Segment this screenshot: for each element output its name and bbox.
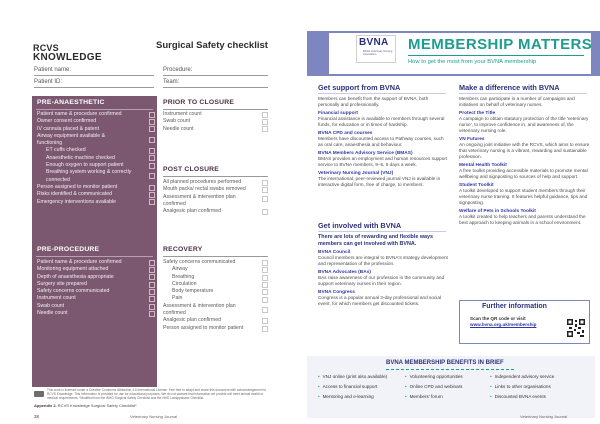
checkbox-icon[interactable] — [149, 173, 155, 179]
checkbox-icon[interactable] — [262, 289, 268, 295]
list-item: confirmed — [163, 310, 186, 317]
list-item: Needle count — [163, 125, 194, 132]
list-item: Swab count — [163, 118, 191, 125]
difference-text: A toolkit created to help teachers and parents understand the best approach to keeping animals in a school environment. — [459, 214, 586, 225]
difference-head: VN Futures — [459, 137, 485, 142]
appendix-caption — [34, 403, 137, 408]
list-item: Breathing system working & correctly — [46, 169, 132, 176]
checkbox-icon[interactable] — [262, 260, 268, 266]
list-item: Person assigned to monitor patient — [163, 324, 244, 331]
cc-license-icon — [34, 391, 44, 397]
further-info-title: Further information — [482, 303, 547, 310]
involved-head: BVNA Advocates (BAs) — [318, 270, 371, 275]
checkbox-icon[interactable] — [262, 307, 268, 313]
checkbox-icon[interactable] — [149, 163, 155, 169]
difference-text: A toolkit developed to support student members through their veterinary nurse training. It features helpful guidance, tips and signposting. — [459, 188, 588, 205]
support-title: Get support from BVNA — [318, 83, 401, 92]
appendix-text: RCVS Knowledge Surgical Safety Checklist* — [57, 403, 137, 408]
pre-procedure-list — [37, 259, 155, 317]
membership-title: MEMBERSHIP MATTERS — [408, 36, 593, 53]
team-line[interactable] — [163, 87, 268, 88]
benefits-title: BVNA MEMBERSHIP BENEFITS IN BRIEF — [386, 360, 504, 366]
checkbox-icon[interactable] — [262, 112, 268, 118]
support-column — [318, 96, 448, 188]
benefit-item: • VNJ online (print also available) — [318, 374, 387, 379]
list-item: Patient name & procedure confirmed — [37, 259, 122, 265]
checkbox-icon[interactable] — [149, 112, 155, 118]
benefit-item: • Independent advisory service — [490, 374, 554, 379]
list-item: Assessment & intervention plan — [163, 302, 236, 309]
section-divider — [36, 109, 153, 110]
recovery-title: RECOVERY — [163, 246, 203, 253]
benefit-item: • Mentoring and e-learning — [318, 394, 374, 399]
pre-anaesthetic-title: PRE-ANAESTHETIC — [37, 99, 105, 106]
membership-link[interactable]: www.bvna.org.uk/membership — [470, 321, 537, 327]
involved-head: BVNA Congress — [318, 290, 355, 295]
bvna-logo-letters: BVNA — [359, 37, 389, 48]
benefits-divider — [386, 369, 514, 370]
list-item: Owner consent confirmed — [37, 118, 97, 125]
checkbox-icon[interactable] — [262, 297, 268, 303]
benefit-item: • Volunteering opportunities — [405, 374, 463, 379]
section-divider — [163, 176, 268, 177]
list-item: Analgesic plan confirmed — [163, 208, 221, 215]
list-item: Assessment & intervention plan — [163, 193, 236, 200]
checkbox-icon[interactable] — [149, 199, 155, 205]
list-item: connected — [46, 176, 70, 183]
list-item: ET cuffs checked — [46, 147, 86, 154]
checkbox-icon[interactable] — [262, 126, 268, 132]
list-item: Monitoring equipment attached — [37, 266, 109, 273]
benefit-item: • Access to financial support — [318, 384, 377, 389]
patient-id-label: Patient ID: — [34, 79, 63, 85]
support-text: Members have discounted access to Pathway courses, such as oral care, anaesthesia and behaviour. — [318, 136, 444, 147]
difference-title: Make a difference with BVNA — [459, 83, 560, 92]
checkbox-icon[interactable] — [149, 155, 155, 161]
further-info-instruction: Scan the QR code or visit — [470, 316, 526, 321]
bvna-logo-subtitle: British Veterinary Nursing Association — [363, 50, 393, 56]
difference-text: An ongoing joint initiative with the RCVS, which aims to ensure that veterinary nursing is a vibrant, rewarding and sustainable profession. — [459, 142, 590, 159]
involved-text: BAs raise awareness of our profession in the community and support veterinary nurses in their region. — [318, 275, 445, 286]
list-item: Risks identified & communicated — [37, 191, 112, 198]
difference-text: A campaign to obtain statutory protection of the title 'veterinary nurse', to improve confidence in, and awareness of, the veterinary nursing role. — [459, 116, 589, 133]
involved-title: Get involved with BVNA — [318, 221, 402, 230]
journal-footer-right: Veterinary Nursing Journal — [520, 414, 568, 419]
involved-head: BVNA Council — [318, 250, 351, 255]
procedure-label: Procedure: — [163, 67, 193, 73]
list-item: Surgery site prepared — [37, 280, 87, 287]
journal-footer-left: Veterinary Nursing Journal — [130, 414, 178, 419]
checkbox-icon[interactable] — [262, 196, 268, 202]
difference-head: Welfare of Pets in Schools Toolkit — [459, 209, 536, 214]
checkbox-icon[interactable] — [149, 304, 155, 310]
list-item: Breathing — [172, 273, 195, 280]
list-item: functioning — [37, 140, 63, 147]
list-item: Swab count — [37, 302, 65, 309]
checkbox-icon[interactable] — [262, 119, 268, 125]
benefit-item: • Links to other organisations — [490, 384, 551, 389]
license-text: This work is licensed under a Creative Commons Attribution 4.0 International License. Feel free to adapt and share this document with acknowledgement to RCVS Knowledge. This information is provided for use for educational purposes. We do not warrant that information we provide will meet animal health or medical requirements. *Modified from the WHO Surgical Safety Checklist and the NHS Locsippsbase Checklist. — [47, 388, 267, 400]
checkbox-icon[interactable] — [262, 282, 268, 288]
section-divider — [163, 256, 268, 257]
support-head: Financial support — [318, 111, 358, 116]
checkbox-icon[interactable] — [262, 180, 268, 186]
involved-column — [318, 234, 448, 307]
page-number: 38 — [34, 414, 40, 419]
checkbox-icon[interactable] — [149, 126, 155, 132]
patient-id-line[interactable] — [34, 87, 154, 88]
list-item: confirmed — [163, 200, 186, 207]
logo-top-text: RCVS — [33, 43, 59, 53]
support-head: Veterinary Nursing Journal (VNJ) — [318, 171, 394, 176]
difference-head: Mental Health Toolkit — [459, 163, 507, 168]
column-rule — [459, 93, 587, 94]
section-divider — [36, 256, 153, 257]
checkbox-icon[interactable] — [262, 326, 268, 332]
list-item: IV cannula placed & patent — [37, 125, 100, 132]
list-item: Pain — [172, 295, 183, 302]
list-item: Person assigned to monitor patient — [37, 183, 118, 190]
checkbox-icon[interactable] — [149, 260, 155, 266]
benefit-item: • Members' forum — [405, 394, 443, 399]
prior-to-closure-list — [163, 111, 268, 133]
post-closure-list — [163, 179, 268, 215]
list-item: Mouth packs/ rectal swabs removed — [163, 186, 246, 193]
section-divider — [163, 109, 268, 110]
benefit-item: • Online CPD and webinars — [405, 384, 462, 389]
patient-name-line[interactable] — [34, 75, 154, 76]
prior-to-closure-title: PRIOR TO CLOSURE — [163, 99, 235, 106]
checkbox-icon[interactable] — [262, 275, 268, 281]
list-item: Body temperature — [172, 288, 214, 295]
list-item: Airway — [172, 266, 188, 273]
list-item: Anaesthetic machine checked — [46, 154, 115, 161]
rcvs-knowledge-logo — [33, 44, 102, 63]
membership-subtitle: How to get the most from your BVNA membership — [408, 59, 537, 65]
involved-text: Congress is a popular annual 3-day professional and social event, for which members get discounted tickets. — [318, 295, 441, 306]
list-item: Emergency interventions available — [37, 198, 117, 205]
list-item: Safety concerns communicated — [37, 288, 110, 295]
checkbox-icon[interactable] — [149, 192, 155, 198]
qr-code-icon[interactable] — [566, 318, 586, 338]
list-item: All planned procedures performed — [163, 179, 242, 185]
recovery-list — [163, 259, 268, 332]
support-head: BVNA Members Advisory Service (BMAS) — [318, 151, 413, 156]
checkbox-icon[interactable] — [262, 187, 268, 193]
checkbox-icon[interactable] — [149, 274, 155, 280]
support-intro: Members can benefit from the support of BVNA, both personally and professionally. — [318, 96, 429, 107]
procedure-line[interactable] — [163, 75, 268, 76]
support-text: BMAS provides an employment and human resources support service to BVNA members, 9–5, 5 days a week. — [318, 156, 448, 167]
checkbox-icon[interactable] — [149, 185, 155, 191]
patient-name-label: Patient name: — [34, 67, 72, 73]
difference-intro: Members can participate in a number of campaigns and initiatives on behalf of veterinary nurses. — [459, 96, 575, 107]
checkbox-icon[interactable] — [149, 282, 155, 288]
checkbox-icon[interactable] — [149, 296, 155, 302]
list-item: Instrument count — [37, 295, 76, 302]
difference-column — [459, 96, 590, 226]
list-item: Circulation — [172, 280, 197, 287]
involved-text: Council members are integral to BVNA's strategy development and representation of the profession. — [318, 255, 448, 266]
list-item: Patient name & procedure confirmed — [37, 111, 122, 117]
checklist-title: Surgical Safety checklist — [156, 40, 268, 51]
checkbox-icon[interactable] — [262, 209, 268, 215]
pre-procedure-title: PRE-PROCEDURE — [37, 246, 100, 253]
list-item: Analgesic plan confirmed — [163, 317, 221, 324]
checkbox-icon[interactable] — [149, 311, 155, 317]
further-info-text — [470, 316, 562, 327]
team-label: Team: — [163, 79, 180, 85]
list-item: Safety concerns communicated — [163, 259, 236, 265]
logo-bottom-text: KNOWLEDGE — [33, 52, 102, 63]
pre-anaesthetic-list — [37, 111, 155, 206]
column-rule — [318, 231, 446, 232]
checkbox-icon[interactable] — [149, 148, 155, 154]
difference-head: Protect the Title — [459, 111, 496, 116]
list-item: Airway equipment available & — [37, 132, 106, 139]
difference-head: Student Toolkit — [459, 183, 494, 188]
column-rule — [318, 93, 446, 94]
involved-intro: There are lots of rewarding and flexible ways members can get involved with BVNA. — [318, 234, 434, 247]
checkbox-icon[interactable] — [149, 267, 155, 273]
list-item: Depth of anaesthesia appropriate — [37, 273, 114, 280]
list-item: Enough oxygen to support patient — [46, 162, 124, 169]
checkbox-icon[interactable] — [149, 289, 155, 295]
checkbox-icon[interactable] — [149, 119, 155, 125]
checkbox-icon[interactable] — [262, 318, 268, 324]
checkbox-icon[interactable] — [262, 267, 268, 273]
list-item: Instrument count — [163, 111, 202, 117]
list-item: Needle count — [37, 310, 68, 317]
post-closure-title: POST CLOSURE — [163, 166, 220, 173]
benefit-item: • Discounted BVNA events — [490, 394, 546, 399]
support-text: The international, peer-reviewed journal VNJ is available in interactive digital form, free of charge, to members. — [318, 176, 441, 187]
appendix-label: Appendix 2. — [34, 403, 57, 408]
support-text: Financial assistance is available to members through several funds, for education or in times of hardship. — [318, 116, 445, 127]
support-head: BVNA CPD and courses — [318, 131, 373, 136]
checkbox-icon[interactable] — [149, 137, 155, 143]
difference-text: A free toolkit providing accessible materials to promote mental wellbeing and signposting to sources of help and support. — [459, 168, 588, 179]
title-underline — [408, 55, 584, 56]
